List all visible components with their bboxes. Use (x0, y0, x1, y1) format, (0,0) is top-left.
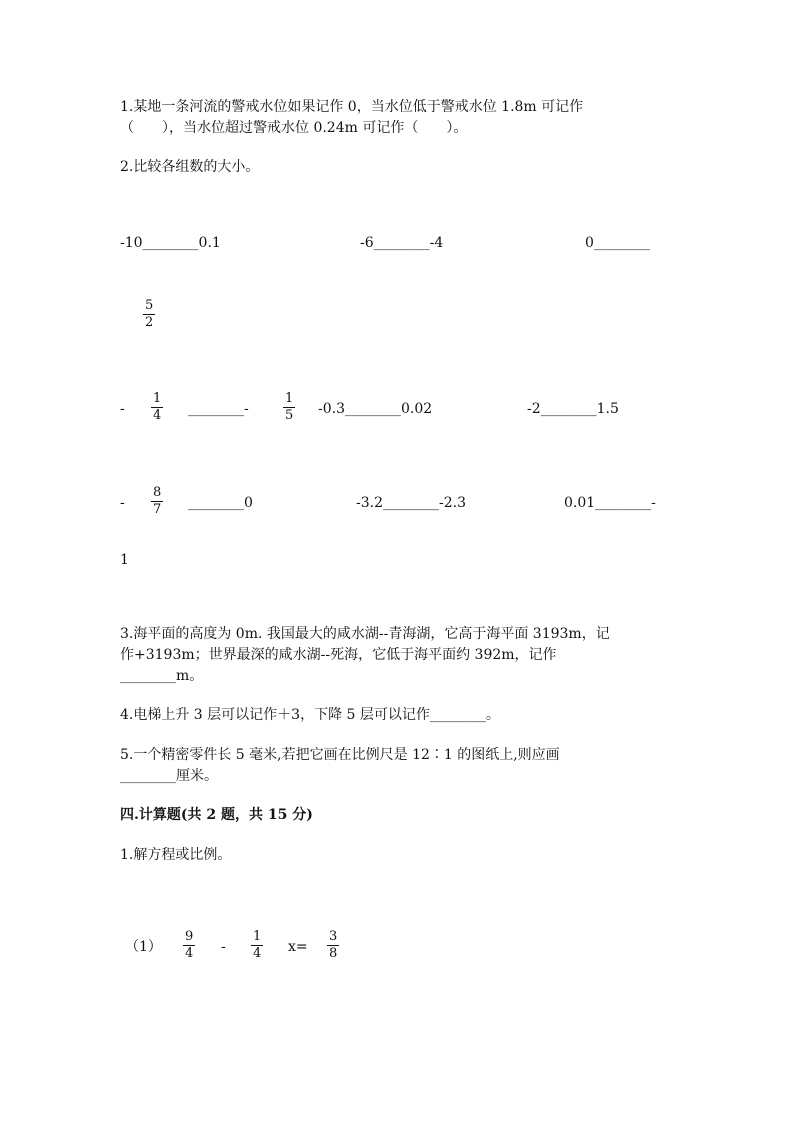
q2-row1-c: 0________ (585, 235, 650, 251)
fraction-numerator: 3 (329, 929, 338, 944)
q5-line2: ________厘米。 (120, 768, 218, 784)
fraction-numerator: 1 (285, 391, 294, 406)
fraction-denominator: 4 (253, 946, 262, 961)
fraction-1-4 (151, 391, 163, 424)
fraction-denominator: 4 (185, 946, 194, 961)
q1-line2: （ ），当水位超过警戒水位 0.24m 可记作（ ）。 (120, 120, 468, 136)
fraction-numerator: 1 (153, 391, 162, 406)
fraction-denominator: 5 (285, 408, 294, 423)
fraction-9-4 (183, 929, 195, 962)
q2-row2-c: -2________1.5 (527, 401, 619, 417)
q2-row2-b: -0.3________0.02 (318, 401, 433, 417)
fraction-8-7 (151, 485, 163, 518)
fraction-numerator: 1 (253, 929, 262, 944)
q2-row3-blank: ________0 (188, 495, 253, 511)
q3-line2: 作+3193m；世界最深的咸水湖--死海，它低于海平面约 392m，记作 (120, 647, 557, 663)
fraction-3-8 (327, 929, 339, 962)
fraction-5-2 (143, 298, 155, 331)
fraction-denominator: 2 (145, 315, 154, 330)
q2-row3-minus: - (120, 495, 125, 511)
fraction-numerator: 5 (145, 298, 154, 313)
fraction-1-5 (283, 391, 295, 424)
calc1-x-equals: x= (288, 939, 308, 955)
q1-line1: 1.某地一条河流的警戒水位如果记作 0，当水位低于警戒水位 1.8m 可记作 (120, 99, 584, 115)
fraction-numerator: 8 (153, 485, 162, 500)
calc1-label: （1） (125, 939, 162, 955)
fraction-numerator: 9 (185, 929, 194, 944)
q4-text: 4.电梯上升 3 层可以记作＋3，下降 5 层可以记作________。 (120, 707, 500, 723)
q2-row3-c: 0.01________- (564, 495, 656, 511)
fraction-1-4-eq (251, 929, 263, 962)
q2-row3-b: -3.2________-2.3 (356, 495, 466, 511)
q2-row2-minus: - (120, 401, 125, 417)
q2-title: 2.比较各组数的大小。 (120, 159, 260, 175)
fraction-denominator: 8 (329, 946, 338, 961)
calc1-title: 1.解方程或比例。 (120, 847, 232, 863)
q2-row1-b: -6________-4 (360, 235, 444, 251)
q2-row1-a: -10________0.1 (120, 235, 221, 251)
section-title: 四.计算题(共 2 题，共 15 分) (120, 807, 313, 823)
q3-line3: ________m。 (120, 668, 204, 684)
calc1-minus: - (221, 939, 226, 955)
fraction-denominator: 4 (153, 408, 162, 423)
q3-line1: 3.海平面的高度为 0m. 我国最大的咸水湖--青海湖，它高于海平面 3193m，记 (120, 626, 610, 642)
fraction-denominator: 7 (153, 502, 162, 517)
q2-row2-blank1: ________- (188, 401, 249, 417)
q2-row3-continuation: 1 (120, 552, 129, 568)
q5-line1: 5.一个精密零件长 5 毫米,若把它画在比例尺是 12∶1 的图纸上,则应画 (120, 747, 560, 763)
